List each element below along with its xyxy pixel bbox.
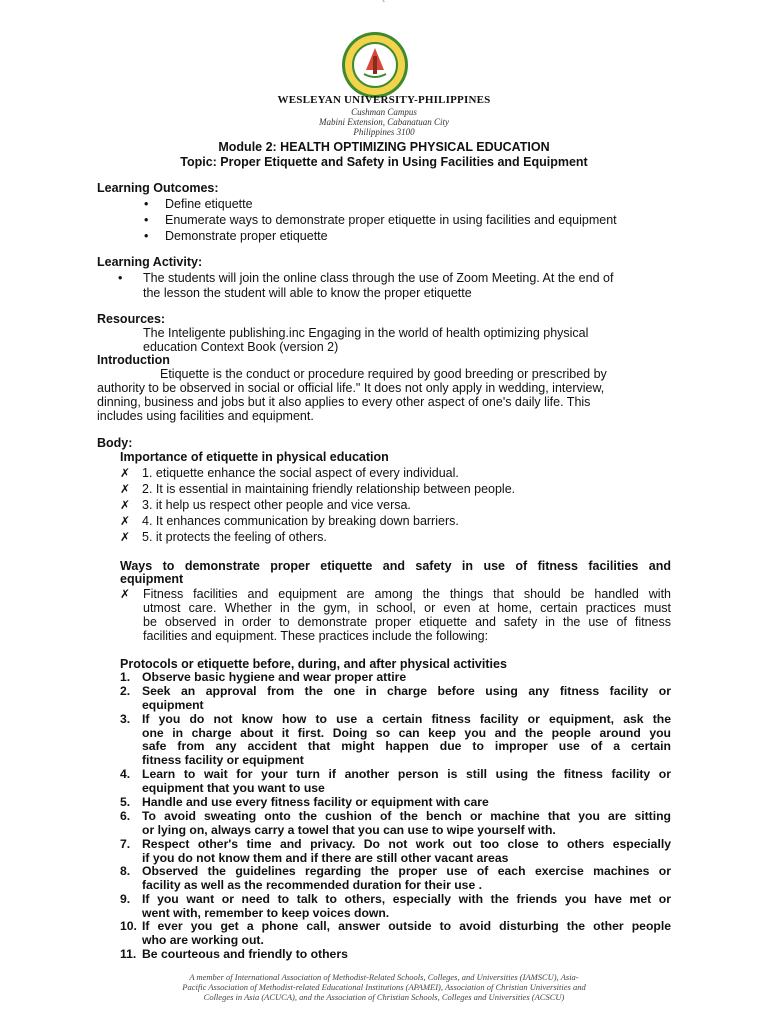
footer-memberships: A member of International Association of Methodist-Related Schools, Colleges, and Universities (IAMSCU), Asia- Pacific Association of Methodist-related Educational Institutions (APAMEI), Association of Christian Universities and Colleges in Asia (ACUCA), and the Association of Christian Schools, Colleges and Universities (ACSCU) <box>182 972 586 1002</box>
outcome-item: • Demonstrate proper etiquette <box>144 229 328 243</box>
ways-heading: Ways to demonstrate proper etiquette and safety in use of fitness facilities and <box>120 559 671 573</box>
importance-item: ✗ 1. etiquette enhance the social aspect of every individual. <box>120 466 459 480</box>
intro-line: Etiquette is the conduct or procedure required by good breeding or prescribed by <box>160 367 607 381</box>
protocol-item: 4. Learn to wait for your turn if another person is still using the fitness facility or equipment that you want to use <box>120 767 671 795</box>
protocol-item: 3. If you do not know how to use a certain fitness facility or equipment, ask the one in charge about it first. Doing so can keep you and the people around you safe from any accident that might happen due to improper use of a certain fitness facility or equipment <box>120 712 671 767</box>
resources-line: The Inteligente publishing.inc Engaging in the world of health optimizing physical <box>143 326 589 340</box>
intro-line: dinning, business and jobs but it also applies to every other aspect of one's daily life. This <box>97 395 591 409</box>
importance-item: ✗ 3. it help us respect other people and vice versa. <box>120 498 411 512</box>
ways-line: facilities and equipment. These practices include the following: <box>143 629 489 643</box>
importance-subheading: Importance of etiquette in physical education <box>120 450 389 464</box>
protocol-item: 11. Be courteous and friendly to others <box>120 947 348 961</box>
protocol-item: 1. Observe basic hygiene and wear proper attire <box>120 670 407 684</box>
ways-line: Fitness facilities and equipment are among the things that should be handled with <box>143 587 671 601</box>
stray-mark: ` <box>382 0 386 11</box>
address: Mabini Extension, Cabanatuan City <box>319 117 449 127</box>
activity-line: The students will join the online class through the use of Zoom Meeting. At the end of <box>143 271 614 285</box>
x-mark-icon: ✗ <box>120 530 131 544</box>
x-mark-icon: ✗ <box>120 498 131 512</box>
protocol-item: 6. To avoid sweating onto the cushion of the bench or machine that you are sitting or lying on, always carry a towel that you can use to wipe yourself with. <box>120 809 671 837</box>
resources-heading: Resources: <box>97 312 166 326</box>
importance-item: ✗ 4. It enhances communication by breaking down barriers. <box>120 514 459 528</box>
activity-line: the lesson the student will able to know the proper etiquette <box>143 286 472 300</box>
activity-bullet: • <box>118 271 123 285</box>
protocol-item: 9. If you want or need to talk to others, especially with the friends you have met or went with, remember to keep voices down. <box>120 892 671 920</box>
protocol-item: 10. If ever you get a phone call, answer outside to avoid disturbing the other people who are working out. <box>120 919 671 947</box>
country: Philippines 3100 <box>353 127 415 137</box>
x-mark-icon: ✗ <box>120 587 131 601</box>
introduction-heading: Introduction <box>97 353 170 367</box>
protocol-item: 5. Handle and use every fitness facility or equipment with care <box>120 795 489 809</box>
intro-line: authority to be observed in social or official life." It does not only apply in wedding, interview, <box>97 381 605 395</box>
campus: Cushman Campus <box>351 107 417 117</box>
resources-line: education Context Book (version 2) <box>143 340 339 354</box>
x-mark-icon: ✗ <box>120 482 131 496</box>
module-title: Module 2: HEALTH OPTIMIZING PHYSICAL EDUCATION <box>218 140 550 154</box>
learning-activity-heading: Learning Activity: <box>97 255 203 269</box>
importance-item: ✗ 5. it protects the feeling of others. <box>120 530 327 544</box>
topic-title: Topic: Proper Etiquette and Safety in Using Facilities and Equipment <box>180 155 588 169</box>
learning-outcomes-heading: Learning Outcomes: <box>97 181 219 195</box>
university-name: WESLEYAN UNIVERSITY-PHILIPPINES <box>277 94 491 106</box>
outcome-item: • Enumerate ways to demonstrate proper etiquette in using facilities and equipment <box>144 213 617 227</box>
ways-heading-cont: equipment <box>120 572 184 586</box>
intro-line: includes using facilities and equipment. <box>97 409 314 423</box>
university-seal-icon <box>340 30 410 100</box>
protocol-item: 8. Observed the guidelines regarding the proper use of each exercise machines or facility as well as the recommended duration for their use . <box>120 864 671 892</box>
ways-line: be observed in order to demonstrate proper etiquette and safety in the use of fitness <box>143 615 671 629</box>
importance-item: ✗ 2. It is essential in maintaining friendly relationship between people. <box>120 482 516 496</box>
x-mark-icon: ✗ <box>120 466 131 480</box>
protocols-heading: Protocols or etiquette before, during, and after physical activities <box>120 657 507 671</box>
protocol-item: 2. Seek an approval from the one in charge before using any fitness facility or equipment <box>120 684 671 712</box>
protocol-item: 7. Respect other's time and privacy. Do not work out too close to others especially if you do not know them and if there are still other vacant areas <box>120 837 671 865</box>
body-heading: Body: <box>97 436 133 450</box>
x-mark-icon: ✗ <box>120 514 131 528</box>
outcome-item: • Define etiquette <box>144 197 253 211</box>
ways-line: utmost care. Whether in the gym, in school, or even at home, certain practices must <box>143 601 671 615</box>
